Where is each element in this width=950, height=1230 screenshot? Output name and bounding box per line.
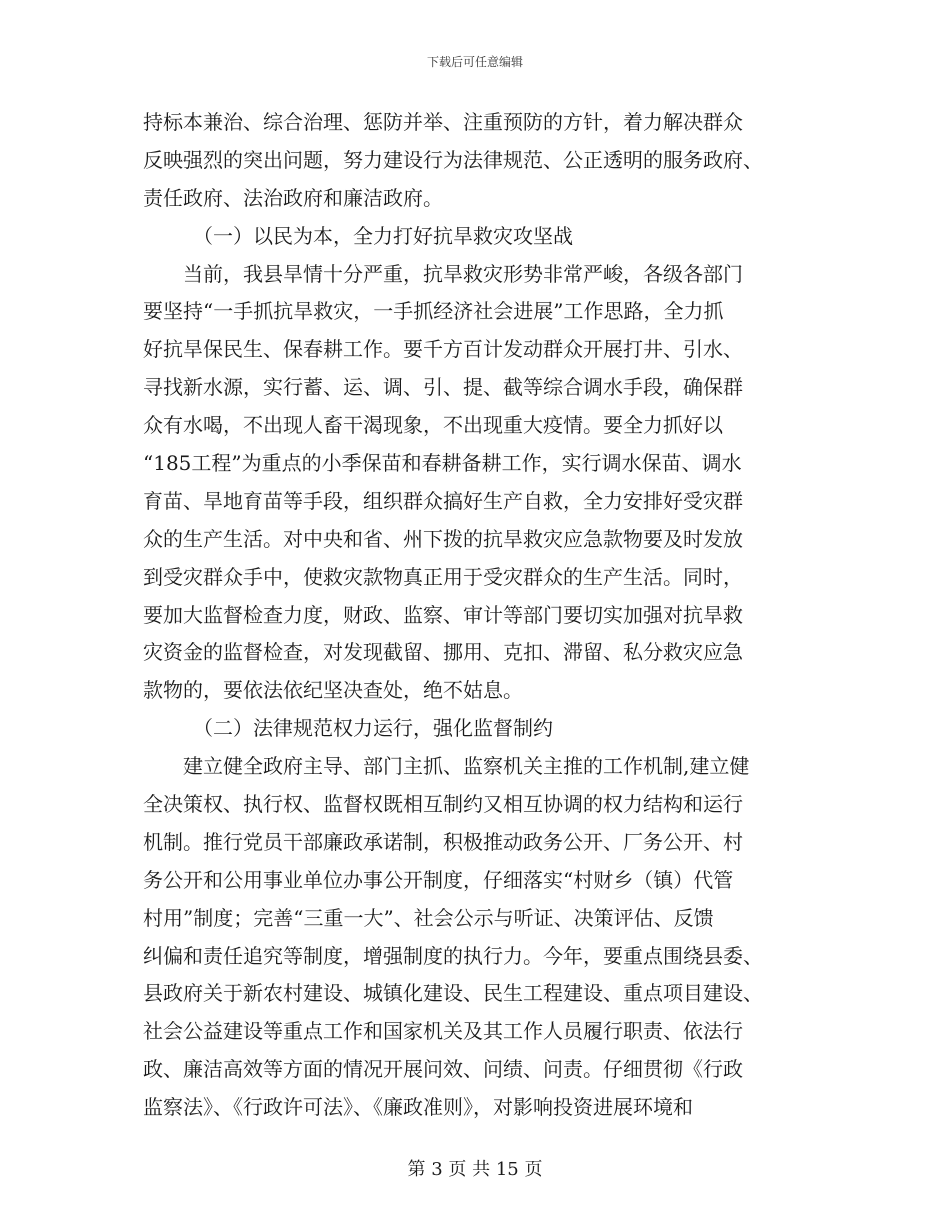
text-line: 村用”制度；完善“三重一大”、社会公示与听证、决策评估、反馈: [143, 905, 714, 930]
text-line: 反映强烈的突出问题，努力建设行为法律规范、公正透明的服务政府、: [143, 147, 763, 172]
text-line: （一）以民为本，全力打好抗旱救灾攻坚战: [143, 223, 573, 248]
text-line: 政、廉洁高效等方面的情况开展问效、问绩、问责。仔细贯彻《行政: [143, 1057, 743, 1082]
text-line: 寻找新水源，实行蓄、运、调、引、提、截等综合调水手段，确保群: [143, 375, 743, 400]
page-footer: 第 3 页 共 15 页: [407, 1159, 543, 1180]
text-line: 全决策权、执行权、监督权既相互制约又相互协调的权力结构和运行: [143, 792, 743, 817]
text-line: “185工程”为重点的小季保苗和春耕备耕工作，实行调水保苗、调水: [143, 451, 742, 476]
text-line: 到受灾群众手中，使救灾款物真正用于受灾群众的生产生活。同时，: [143, 564, 743, 589]
text-line: 灾资金的监督检查，对发现截留、挪用、克扣、滞留、私分救灾应急: [143, 640, 743, 665]
text-line: 县政府关于新农村建设、城镇化建设、民生工程建设、重点项目建设、: [143, 981, 763, 1006]
document-body: [143, 104, 808, 1127]
text-line: （二）法律规范权力运行，强化监督制约: [143, 716, 553, 741]
text-line: 责任政府、法治政府和廉洁政府。: [143, 185, 443, 210]
text-line: 众有水喝，不出现人畜干渴现象，不出现重大疫情。要全力抓好以: [143, 413, 723, 438]
page-header: 下载后可任意编辑: [426, 55, 523, 69]
text-line: 机制。推行党员干部廉政承诺制，积极推动政务公开、厂务公开、村: [143, 829, 743, 854]
text-line: 款物的，要依法依纪坚决查处，绝不姑息。: [143, 678, 523, 703]
text-line: 监察法》、《行政许可法》、《廉政准则》，对影响投资进展环境和: [143, 1095, 693, 1120]
text-line: 持标本兼治、综合治理、惩防并举、注重预防的方针，着力解决群众: [143, 110, 743, 134]
text-line: 纠偏和责任追究等制度，增强制度的执行力。今年，要重点围绕县委、: [143, 943, 763, 968]
text-line: 务公开和公用事业单位办事公开制度，仔细落实“村财乡（镇）代管: [143, 867, 734, 892]
text-line: 要坚持“一手抓抗旱救灾，一手抓经济社会进展”工作思路，全力抓: [143, 299, 724, 324]
text-line: 好抗旱保民生、保春耕工作。要千方百计发动群众开展打井、引水、: [143, 337, 743, 362]
text-line: 育苗、旱地育苗等手段，组织群众搞好生产自救，全力安排好受灾群: [143, 488, 743, 513]
text-line: 要加大监督检查力度，财政、监察、审计等部门要切实加强对抗旱救: [143, 602, 743, 627]
text-line: 当前，我县旱情十分严重，抗旱救灾形势非常严峻，各级各部门: [143, 261, 743, 286]
text-line: 社会公益建设等重点工作和国家机关及其工作人员履行职责、依法行: [143, 1019, 743, 1044]
text-line: 建立健全政府主导、部门主抓、监察机关主推的工作机制,建立健: [143, 754, 750, 779]
text-line: 众的生产生活。对中央和省、州下拨的抗旱救灾应急款物要及时发放: [143, 526, 743, 551]
